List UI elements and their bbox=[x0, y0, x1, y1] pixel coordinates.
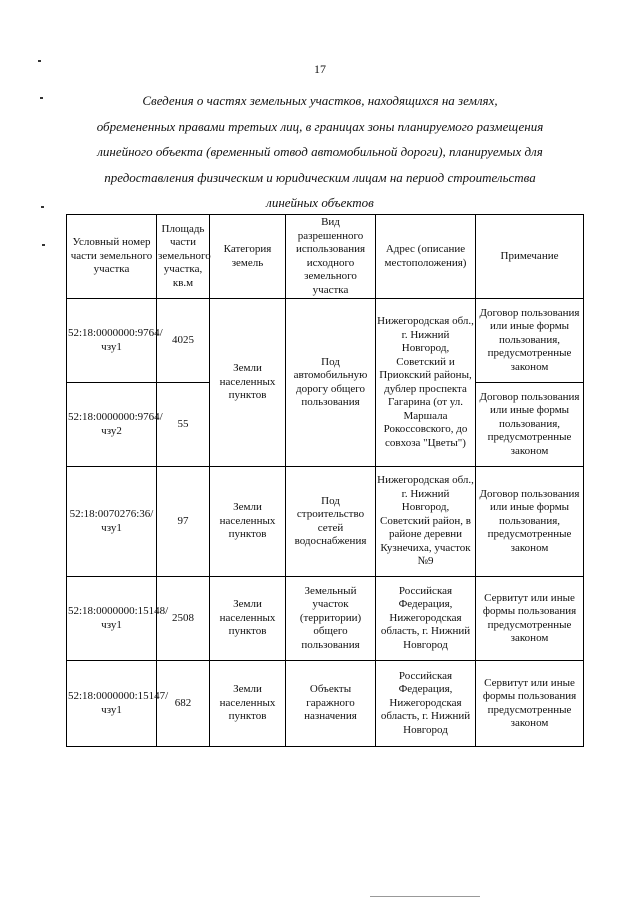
cell-number: 52:18:0070276:36/чзу1 bbox=[67, 467, 157, 577]
footer-divider bbox=[370, 896, 480, 897]
table-row bbox=[67, 661, 584, 747]
header-address: Адрес (описание местоположения) bbox=[376, 215, 476, 299]
cell-note: Договор пользования или иные формы пользования, предусмотренные законом bbox=[476, 383, 584, 467]
cell-note: Сервитут или иные формы пользования предусмотренные законом bbox=[476, 577, 584, 661]
cell-category: Земли населенных пунктов bbox=[210, 577, 286, 661]
land-parts-table bbox=[66, 214, 584, 747]
cell-area: 97 bbox=[157, 467, 210, 577]
table-row bbox=[67, 577, 584, 661]
cell-note: Договор пользования или иные формы пользования, предусмотренные законом bbox=[476, 467, 584, 577]
cell-area: 55 bbox=[157, 383, 210, 467]
table-row bbox=[67, 299, 584, 383]
cell-address: Нижегородская обл., г. Нижний Новгород, Советский район, в районе деревни Кузнечиха, участок №9 bbox=[376, 467, 476, 577]
heading-line: Сведения о частях земельных участков, находящихся на землях, bbox=[142, 93, 498, 108]
cell-number: 52:18:0000000:15148/чзу1 bbox=[67, 577, 157, 661]
header-note: Примечание bbox=[476, 215, 584, 299]
heading-line: линейных объектов bbox=[266, 195, 374, 210]
cell-number: 52:18:0000000:9764/чзу2 bbox=[67, 383, 157, 467]
cell-category: Земли населенных пунктов bbox=[210, 661, 286, 747]
document-heading bbox=[70, 88, 570, 216]
cell-area: 682 bbox=[157, 661, 210, 747]
cell-use: Под автомобильную дорогу общего пользования bbox=[286, 299, 376, 467]
margin-mark bbox=[41, 206, 44, 208]
heading-line: предоставления физическим и юридическим лицам на период строительства bbox=[104, 169, 536, 185]
cell-address: Российская Федерация, Нижегородская область, г. Нижний Новгород bbox=[376, 577, 476, 661]
header-area: Площадь части земельного участка, кв.м bbox=[157, 215, 210, 299]
table-row bbox=[67, 467, 584, 577]
table-header-row bbox=[67, 215, 584, 299]
cell-category: Земли населенных пунктов bbox=[210, 299, 286, 467]
page-number: 17 bbox=[314, 62, 326, 76]
cell-use: Земельный участок (территории) общего пользования bbox=[286, 577, 376, 661]
heading-line: линейного объекта (временный отвод автомобильной дороги), планируемых для bbox=[97, 144, 543, 159]
header-use: Вид разрешенного использования исходного земельного участка bbox=[286, 215, 376, 299]
cell-category: Земли населенных пунктов bbox=[210, 467, 286, 577]
cell-area: 2508 bbox=[157, 577, 210, 661]
cell-address: Нижегородская обл., г. Нижний Новгород, Советский и Приокский районы, дублер проспекта Гагарина (от ул. Маршала Рокоссовского, до совхоза "Цветы") bbox=[376, 299, 476, 467]
cell-note: Договор пользования или иные формы пользования, предусмотренные законом bbox=[476, 299, 584, 383]
heading-line: обремененных правами третьих лиц, в границах зоны планируемого размещения bbox=[96, 118, 544, 134]
cell-area: 4025 bbox=[157, 299, 210, 383]
cell-number: 52:18:0000000:15147/чзу1 bbox=[67, 661, 157, 747]
cell-note: Сервитут или иные формы пользования предусмотренные законом bbox=[476, 661, 584, 747]
header-category: Категория земель bbox=[210, 215, 286, 299]
cell-number: 52:18:0000000:9764/чзу1 bbox=[67, 299, 157, 383]
cell-use: Под строительство сетей водоснабжения bbox=[286, 467, 376, 577]
margin-mark bbox=[40, 97, 43, 99]
header-number: Условный номер части земельного участка bbox=[67, 215, 157, 299]
cell-use: Объекты гаражного назначения bbox=[286, 661, 376, 747]
cell-address: Российская Федерация, Нижегородская область, г. Нижний Новгород bbox=[376, 661, 476, 747]
margin-mark bbox=[42, 244, 45, 246]
